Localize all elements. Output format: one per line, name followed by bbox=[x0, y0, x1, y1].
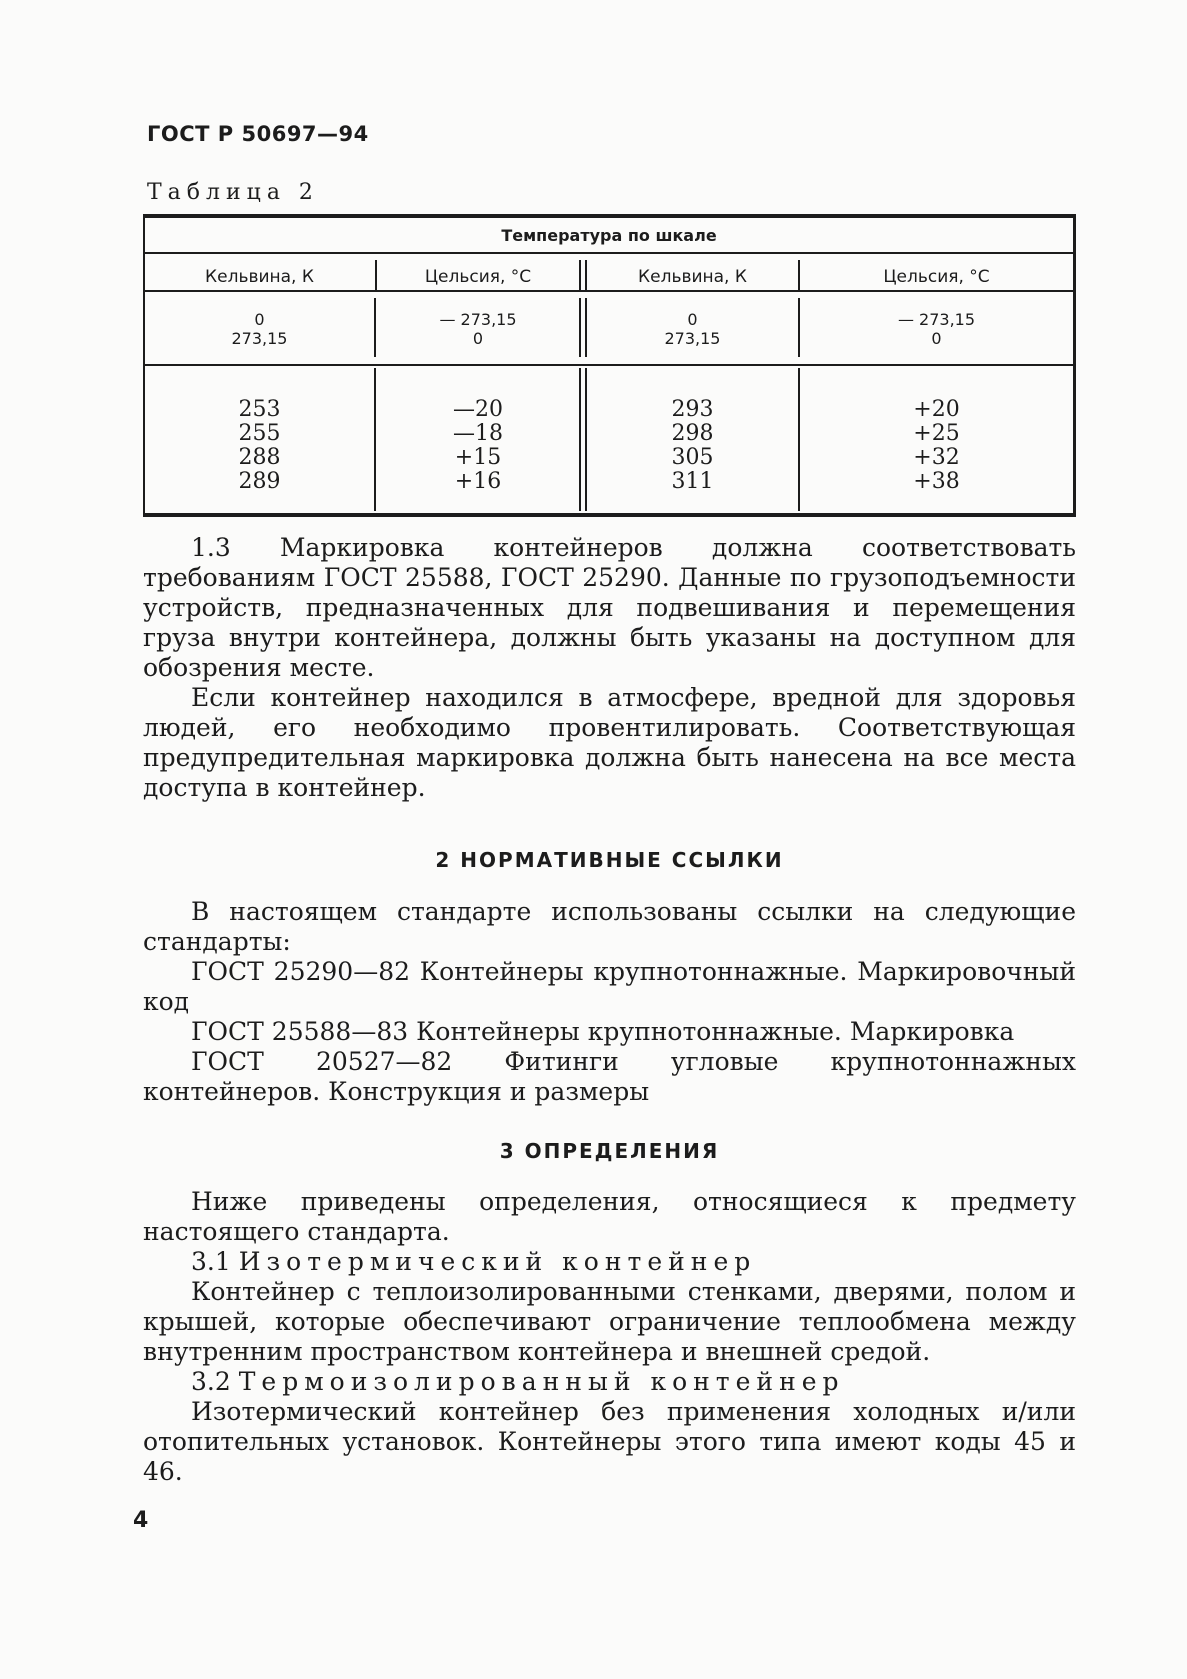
table-rule bbox=[145, 364, 1073, 366]
definition-term: Термоизолированный контейнер bbox=[238, 1367, 845, 1396]
definition-heading bbox=[143, 1247, 1076, 1277]
section-1-text bbox=[143, 533, 1076, 803]
data-value: +15 bbox=[454, 445, 502, 470]
data-column-kelvin bbox=[145, 398, 374, 494]
header-kelvin: Кельвина, К bbox=[638, 267, 747, 287]
definition-number: 3.2 bbox=[191, 1367, 231, 1396]
ref-value: 273,15 bbox=[231, 329, 288, 348]
data-value: —18 bbox=[453, 421, 503, 446]
data-value: 255 bbox=[238, 421, 281, 446]
data-value: +38 bbox=[913, 469, 960, 494]
reference-item: ГОСТ 25588—83 Контейнеры крупнотоннажные. Маркировка bbox=[191, 1017, 1015, 1046]
data-value: +32 bbox=[913, 445, 960, 470]
paragraph: В настоящем стандарте использованы ссылки на следующие стандарты: bbox=[143, 897, 1076, 956]
section-2-title: 2 НОРМАТИВНЫЕ ССЫЛКИ bbox=[435, 848, 784, 872]
ref-value: — 273,15 bbox=[439, 310, 517, 329]
data-value: 288 bbox=[238, 445, 281, 470]
data-value: —20 bbox=[453, 397, 503, 422]
definition-text: Контейнер с теплоизолированными стенками, дверями, полом и крышей, которые обеспечивают ограничение теплообмена между внутренним пространством контейнера и внешней средой. bbox=[143, 1277, 1076, 1366]
ref-value: 0 bbox=[687, 310, 698, 329]
paragraph: Ниже приведены определения, относящиеся к предмету настоящего стандарта. bbox=[143, 1187, 1076, 1246]
data-value: 298 bbox=[671, 421, 714, 446]
table-caption: Таблица 2 bbox=[147, 180, 319, 205]
column-divider bbox=[374, 298, 376, 357]
ref-cell-kelvin bbox=[587, 310, 798, 348]
definition-heading bbox=[143, 1367, 1076, 1397]
data-value: 305 bbox=[671, 445, 714, 470]
data-column-celsius bbox=[800, 398, 1073, 494]
data-value: 311 bbox=[671, 469, 714, 494]
column-divider bbox=[579, 260, 581, 290]
table-title: Температура по шкале bbox=[501, 226, 717, 245]
document-code: ГОСТ Р 50697—94 bbox=[147, 122, 369, 146]
reference-item: ГОСТ 20527—82 Фитинги угловые крупнотоннажных контейнеров. Конструкция и размеры bbox=[143, 1047, 1076, 1106]
paragraph: Если контейнер находился в атмосфере, вредной для здоровья людей, его необходимо провентилировать. Соответствующая предупредительная маркировка должна быть нанесена на все места доступа в контейнер. bbox=[143, 683, 1076, 802]
data-value: 293 bbox=[671, 397, 714, 422]
data-value: 289 bbox=[238, 469, 281, 494]
definition-number: 3.1 bbox=[191, 1247, 231, 1276]
ref-value: 273,15 bbox=[664, 329, 721, 348]
data-column-kelvin bbox=[587, 398, 798, 494]
definition-term: Изотермический контейнер bbox=[238, 1247, 757, 1276]
ref-cell-celsius bbox=[377, 310, 579, 348]
reference-item: ГОСТ 25290—82 Контейнеры крупнотоннажные. Маркировочный код bbox=[143, 957, 1076, 1016]
section-3-title: 3 ОПРЕДЕЛЕНИЯ bbox=[499, 1139, 720, 1163]
data-value: +25 bbox=[913, 421, 960, 446]
table-rule bbox=[145, 252, 1073, 254]
paragraph: 1.3 Маркировка контейнеров должна соответствовать требованиям ГОСТ 25588, ГОСТ 25290. Данные по грузоподъемности устройств, предназначенных для подвешивания и перемещения груза внутри контейнера, должны быть указаны на доступном для обозрения месте. bbox=[143, 533, 1076, 682]
ref-value: 0 bbox=[931, 329, 942, 348]
column-divider bbox=[579, 298, 581, 357]
column-divider bbox=[374, 368, 376, 511]
ref-value: 0 bbox=[254, 310, 265, 329]
header-kelvin: Кельвина, К bbox=[205, 267, 314, 287]
ref-value: — 273,15 bbox=[897, 310, 976, 329]
section-2-text bbox=[143, 897, 1076, 1107]
data-value: +16 bbox=[454, 469, 502, 494]
data-column-celsius bbox=[377, 398, 579, 494]
temperature-table bbox=[143, 214, 1076, 517]
data-value: 253 bbox=[238, 397, 281, 422]
section-3-text bbox=[143, 1187, 1076, 1487]
data-value: +20 bbox=[913, 397, 960, 422]
definition-text: Изотермический контейнер без применения холодных и/или отопительных установок. Контейнеры этого типа имеют коды 45 и 46. bbox=[143, 1397, 1076, 1486]
header-celsius: Цельсия, °С bbox=[883, 267, 990, 287]
ref-cell-celsius bbox=[800, 310, 1073, 348]
header-celsius: Цельсия, °С bbox=[424, 267, 532, 287]
page-number: 4 bbox=[133, 1508, 149, 1533]
ref-value: 0 bbox=[472, 329, 484, 348]
column-divider bbox=[579, 368, 581, 511]
ref-cell-kelvin bbox=[145, 310, 374, 348]
